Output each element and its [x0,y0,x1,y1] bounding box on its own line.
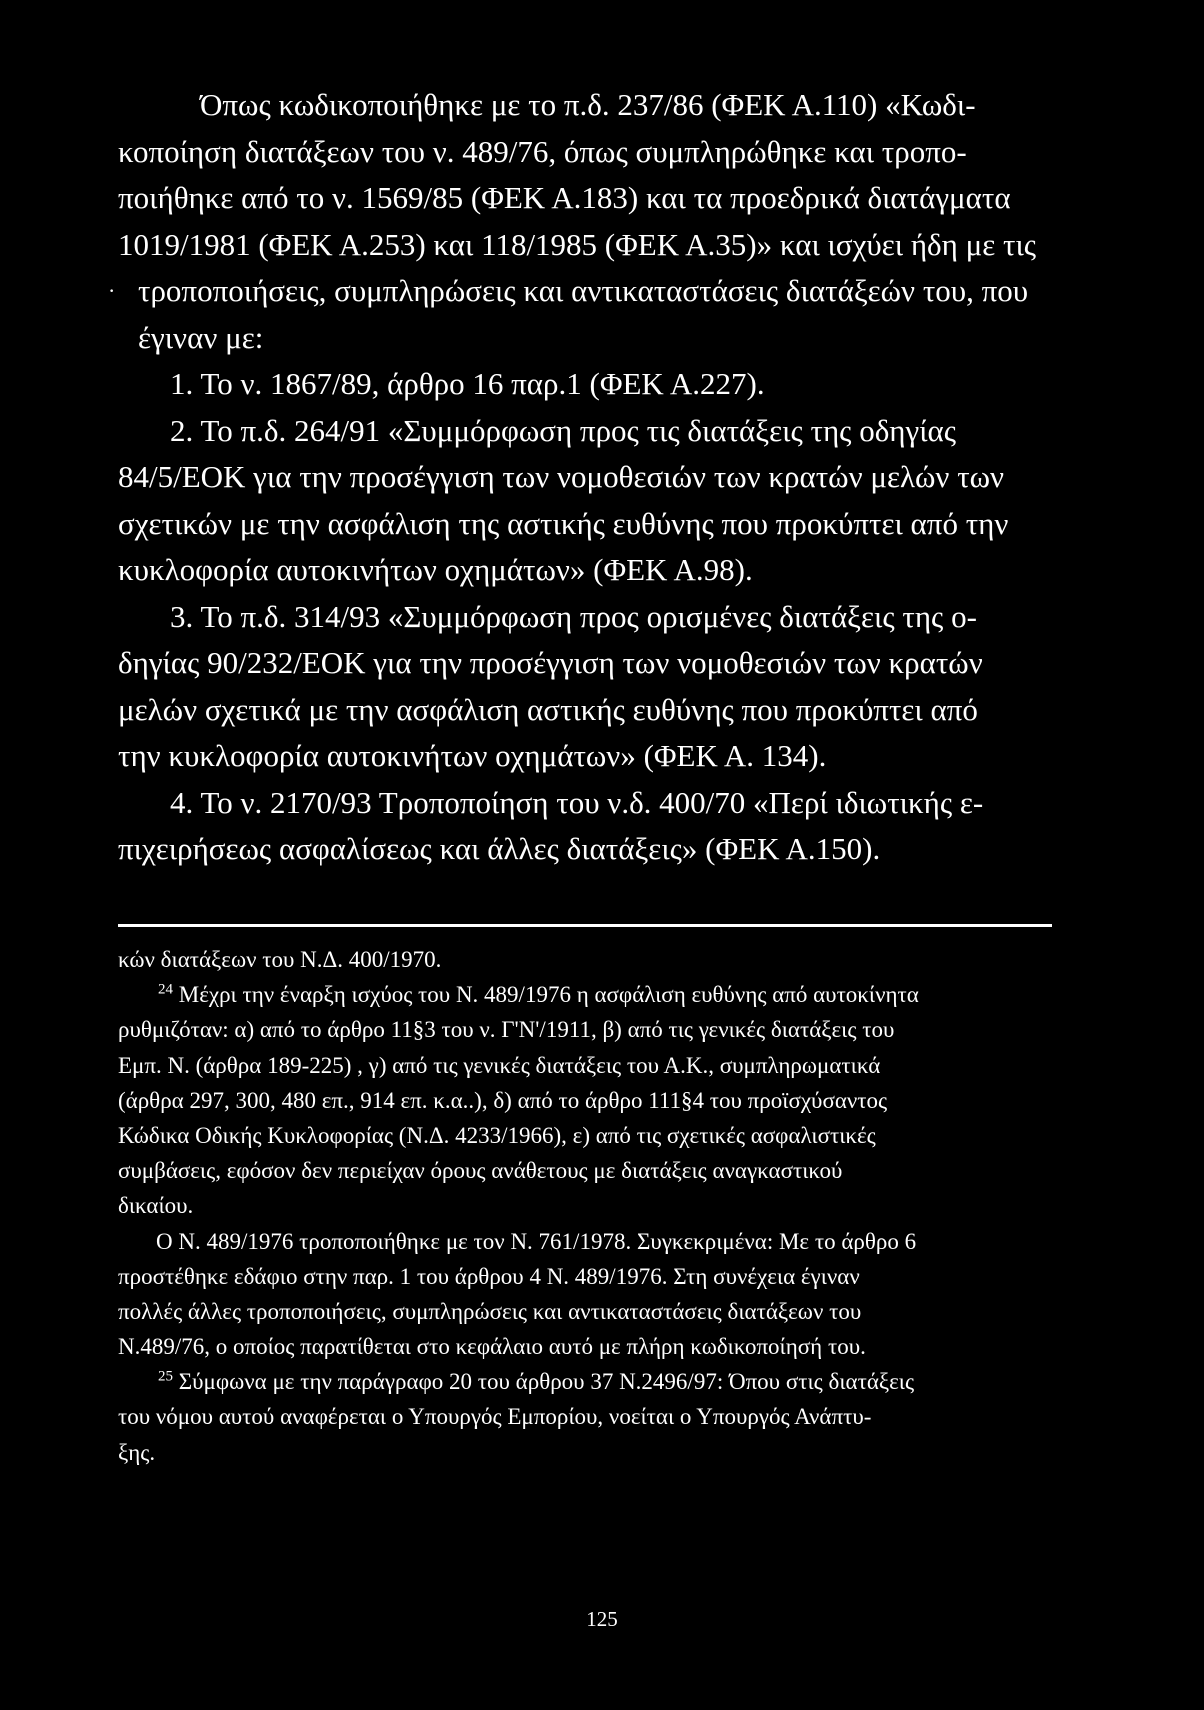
footnote-line-8: δικαίου. [118,1193,194,1219]
list-item-4: 4. Το ν. 2170/93 Τροποποίηση του ν.δ. 400/70 «Περί ιδιωτικής ε- [170,784,984,820]
list-item-2: 2. Το π.δ. 264/91 «Συμμόρφωση προς τις διατάξεις της οδηγίας [170,412,957,448]
footnote-line-9: Ο Ν. 489/1976 τροποποιήθηκε με τον Ν. 761/1978. Συγκεκριμένα: Με το άρθρο 6 [156,1228,917,1254]
stray-mark: · [108,278,116,303]
body-line-10: σχετικών με την ασφάλιση της αστικής ευθύνης που προκύπτει από την [118,505,1009,541]
footnote-line-7: συμβάσεις, εφόσον δεν περιείχαν όρους ανάθετους με διατάξεις αναγκαστικού [118,1158,843,1184]
footnote-line-12: Ν.489/76, ο οποίος παρατίθεται στο κεφάλαιο αυτό με πλήρη κωδικοποίησή του. [118,1334,866,1360]
footnote-25-text: Σύμφωνα με την παράγραφο 20 του άρθρου 37 Ν.2496/97: Όπου στις διατάξεις [178,1369,915,1395]
body-line-11: κυκλοφορία αυτοκινήτων οχημάτων» (ΦΕΚ Α.98). [118,552,753,587]
page-number: 125 [586,1607,618,1631]
body-line-3: ποιήθηκε από το ν. 1569/85 (ΦΕΚ Α.183) και τα προεδρικά διατάγματα [118,180,1011,215]
footnote-line-1: κών διατάξεων του Ν.Δ. 400/1970. [118,947,442,972]
footnote-line-11: πολλές άλλες τροποποιήσεις, συμπληρώσεις και αντικαταστάσεις διατάξεων του [118,1298,862,1324]
footnote-line-15: ξης. [118,1439,156,1465]
footnote-line-6: Κώδικα Οδικής Κυκλοφορίας (Ν.Δ. 4233/1966), ε) από τις σχετικές ασφαλιστικές [118,1122,876,1148]
footnote-line-5: (άρθρα 297, 300, 480 επ., 914 επ. κ.α..), δ) από το άρθρο 111§4 του προϊσχύσαντος [118,1087,888,1113]
body-line-6: έγιναν με: [138,319,264,355]
body-line-1: Όπως κωδικοποιήθηκε με το π.δ. 237/86 (ΦΕΚ Α.110) «Κωδι- [200,87,976,122]
footnote-marker-24: 24 [158,981,173,998]
footnote-line-3: ρυθμιζόταν: α) από το άρθρο 11§3 του ν. Γ'Ν'/1911, β) από τις γενικές διατάξεις του [118,1017,895,1043]
footnote-marker-25: 25 [158,1368,173,1385]
body-line-14: μελών σχετικά με την ασφάλιση αστικής ευθύνης που προκύπτει από [118,691,978,727]
footnote-line-14: του νόμου αυτού αναφέρεται ο Υπουργός Εμπορίου, νοείται ο Υπουργός Ανάπτυ- [118,1404,872,1430]
footnote-line-4: Εμπ. Ν. (άρθρα 189-225) , γ) από τις γενικές διατάξεις του Α.Κ., συμπληρωματικά [118,1052,881,1078]
list-item-1: 1. Το ν. 1867/89, άρθρο 16 παρ.1 (ΦΕΚ Α.227). [170,366,765,401]
body-line-5-text: τροποποιήσεις, συμπληρώσεις και αντικαταστάσεις διατάξεών του, που [138,273,1029,308]
body-line-5 [108,268,1118,315]
body-line-2: κοποίηση διατάξεων του ν. 489/76, όπως συμπληρώθηκε και τροπο- [118,133,967,169]
footnote-25 [118,1364,1078,1399]
body-line-4: 1019/1981 (ΦΕΚ Α.253) και 118/1985 (ΦΕΚ Α.35)» και ισχύει ήδη με τις [118,226,1037,262]
footnote-24-text: Μέχρι την έναρξη ισχύος του Ν. 489/1976 η ασφάλιση ευθύνης από αυτοκίνητα [178,982,919,1008]
footnote-line-10: προστέθηκε εδάφιο στην παρ. 1 του άρθρου 4 Ν. 489/1976. Στη συνέχεια έγιναν [118,1263,860,1289]
footnote-24 [118,977,1078,1012]
main-text [108,82,1118,873]
list-item-3: 3. Το π.δ. 314/93 «Συμμόρφωση προς ορισμένες διατάξεις της ο- [170,598,977,634]
body-line-17: πιχειρήσεως ασφαλίσεως και άλλες διατάξεις» (ΦΕΚ Α.150). [118,831,881,866]
body-line-13: δηγίας 90/232/ΕΟΚ για την προσέγγιση των νομοθεσιών των κρατών [118,645,983,680]
body-line-15: την κυκλοφορία αυτοκινήτων οχημάτων» (ΦΕΚ Α. 134). [118,738,827,773]
footnote-separator [118,924,1052,927]
footnotes [118,942,1078,1470]
body-line-9: 84/5/ΕΟΚ για την προσέγγιση των νομοθεσιών των κρατών μελών των [118,459,1005,494]
